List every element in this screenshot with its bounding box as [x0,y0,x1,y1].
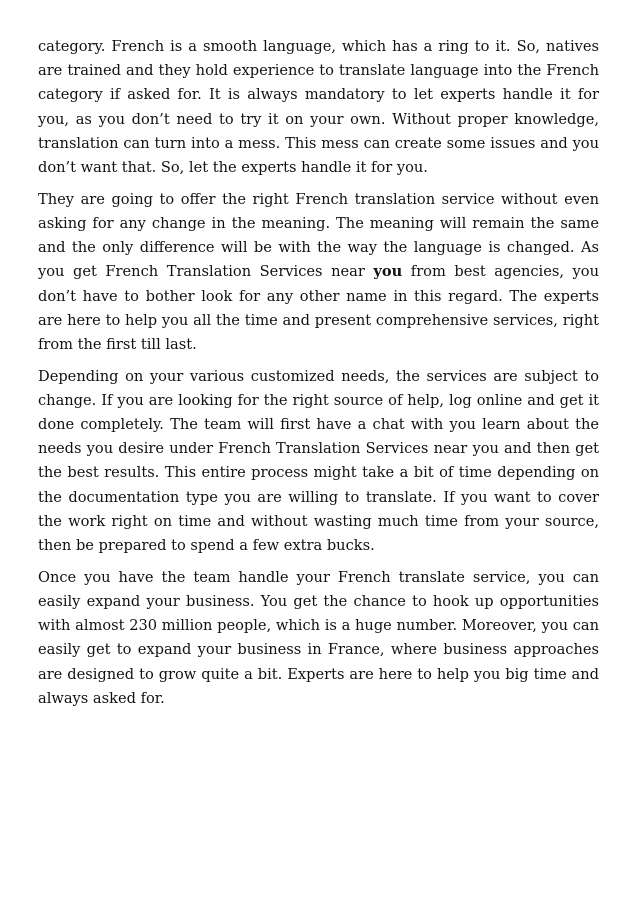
paragraph-3-text: Depending on your various customized needs, the services are subject to change. If you are looking for the right source of help, log online and get it done completely. The team will first have a chat with you learn about the needs you desire under French Translation Services near you and then get the best results. This entire process might take a bit of time depending on the documentation type you are willing to translate. If you want to cover the work right on time and without wasting much time from your source, then be prepared to spend a few extra bucks. [38,367,599,555]
paragraph-2-text-after: from best agencies, you don’t have to bother look for any other name in this regard. The experts are here to help you all the time and present comprehensive services, right from the first till last. [38,263,599,353]
paragraph-1-text: category. French is a smooth language, which has a ring to it. So, natives are trained and they hold experience to translate language into the French category if asked for. It is always mandatory to let experts handle it for you, as you don’t need to try it on your own. Without proper knowledge, translation can turn into a mess. This mess can create some issues and you don’t want that. So, let the experts handle it for you. [38,38,599,177]
paragraph-1 [38,35,599,180]
paragraph-2-text-before: They are going to offer the right French translation service without even asking for any change in the meaning. The meaning will remain the same and the only difference will be with the way the language is changed. As you get French Translation Services near [38,190,599,281]
paragraph-2-bold-word: you [373,263,403,281]
paragraph-2 [38,188,599,357]
document-page [38,35,599,718]
paragraph-4 [38,566,599,711]
paragraph-4-text: Once you have the team handle your French translate service, you can easily expand your business. You get the chance to hook up opportunities with almost 230 million people, which is a huge number. Moreover, you can easily get to expand your business in France, where business approaches are designed to grow quite a bit. Experts are here to help you big time and always asked for. [38,568,599,707]
paragraph-3 [38,365,599,559]
